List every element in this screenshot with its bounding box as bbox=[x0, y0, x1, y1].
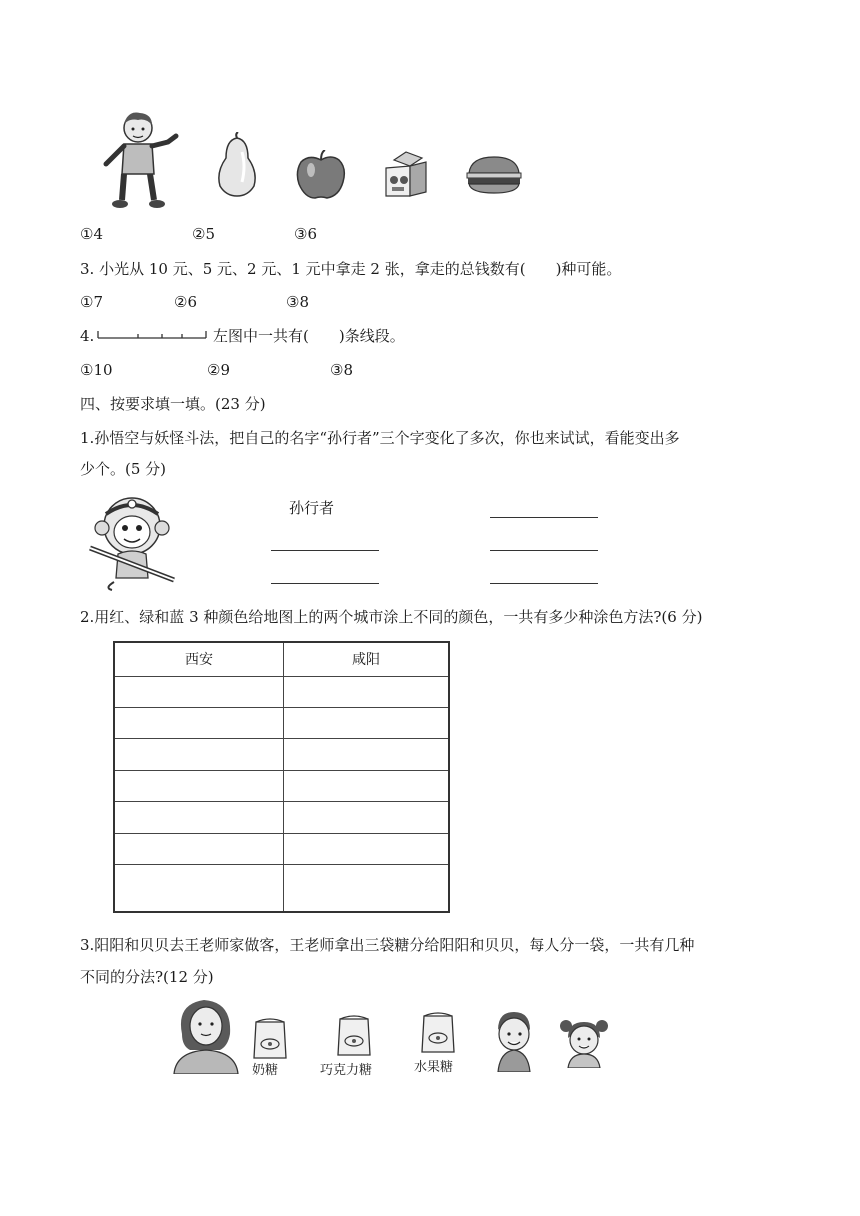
answer-blank[interactable] bbox=[490, 517, 598, 518]
table-cell[interactable] bbox=[284, 833, 450, 864]
table-cell[interactable] bbox=[114, 739, 284, 770]
answer-blank[interactable] bbox=[271, 583, 379, 584]
candy-bag-icon bbox=[418, 1010, 458, 1054]
problem-3-line-2: 不同的分法?(12 分) bbox=[80, 968, 214, 986]
answer-blank[interactable] bbox=[271, 550, 379, 551]
option-2[interactable]: ②5 bbox=[192, 225, 215, 243]
table-row bbox=[114, 802, 449, 833]
option-3[interactable]: ③8 bbox=[330, 361, 353, 379]
table-cell[interactable] bbox=[114, 770, 284, 801]
table-header: 咸阳 bbox=[284, 642, 450, 676]
table-row bbox=[114, 865, 449, 912]
problem-1-line-1: 1.孙悟空与妖怪斗法，把自己的名字“孙行者”三个字变化了多次，你也来试试，看能变出多 bbox=[80, 429, 680, 447]
girl-beibei-illustration bbox=[556, 1016, 612, 1068]
section-heading: 四、按要求填一填。(23 分) bbox=[80, 395, 266, 413]
table-cell[interactable] bbox=[114, 865, 284, 912]
table-cell[interactable] bbox=[284, 676, 450, 707]
table-row bbox=[114, 833, 449, 864]
sample-name: 孙行者 bbox=[289, 499, 335, 517]
table-cell[interactable] bbox=[284, 707, 450, 738]
candy-label: 水果糖 bbox=[414, 1060, 454, 1075]
table-row bbox=[114, 707, 449, 738]
table-cell[interactable] bbox=[114, 833, 284, 864]
coloring-table bbox=[113, 641, 450, 913]
table-cell[interactable] bbox=[114, 676, 284, 707]
table-row bbox=[114, 739, 449, 770]
table-cell[interactable] bbox=[284, 770, 450, 801]
option-1[interactable]: ①4 bbox=[80, 225, 103, 243]
answer-blank[interactable] bbox=[490, 583, 598, 584]
boy-illustration bbox=[100, 108, 182, 214]
table-cell[interactable] bbox=[284, 739, 450, 770]
table-row bbox=[114, 770, 449, 801]
pear-illustration bbox=[212, 132, 262, 198]
table-cell[interactable] bbox=[114, 707, 284, 738]
table-cell[interactable] bbox=[284, 865, 450, 912]
burger-illustration bbox=[465, 155, 523, 195]
problem-1-line-2: 少个。(5 分) bbox=[80, 460, 167, 478]
question-4-number: 4. bbox=[80, 327, 95, 345]
table-cell[interactable] bbox=[114, 802, 284, 833]
line-segment-figure bbox=[96, 328, 208, 342]
candy-label: 巧克力糖 bbox=[320, 1063, 373, 1078]
answer-blank[interactable] bbox=[490, 550, 598, 551]
candy-label: 奶糖 bbox=[252, 1063, 279, 1078]
candy-bag-icon bbox=[250, 1016, 290, 1060]
table-header: 西安 bbox=[114, 642, 284, 676]
table-row bbox=[114, 676, 449, 707]
boy-yangyang-illustration bbox=[490, 1010, 536, 1072]
option-2[interactable]: ②9 bbox=[207, 361, 230, 379]
apple-illustration bbox=[295, 150, 347, 200]
option-2[interactable]: ②6 bbox=[174, 293, 197, 311]
teacher-illustration bbox=[170, 996, 242, 1074]
monkey-king-illustration bbox=[84, 492, 180, 592]
problem-3-line-1: 3.阳阳和贝贝去王老师家做客，王老师拿出三袋糖分给阳阳和贝贝，每人分一袋，一共有几种 bbox=[80, 936, 695, 954]
option-3[interactable]: ③8 bbox=[286, 293, 309, 311]
question-4-text: 左图中一共有( )条线段。 bbox=[213, 327, 405, 345]
problem-2-text: 2.用红、绿和蓝 3 种颜色给地图上的两个城市涂上不同的颜色，一共有多少种涂色方法?(6 分) bbox=[80, 608, 703, 626]
candy-bag-icon bbox=[334, 1013, 374, 1057]
option-3[interactable]: ③6 bbox=[294, 225, 317, 243]
option-1[interactable]: ①10 bbox=[80, 361, 113, 379]
question-3-text: 3. 小光从 10 元、5 元、2 元、1 元中拿走 2 张，拿走的总钱数有( )种可能。 bbox=[80, 260, 622, 278]
option-1[interactable]: ①7 bbox=[80, 293, 103, 311]
milk-carton-illustration bbox=[382, 150, 432, 198]
table-cell[interactable] bbox=[284, 802, 450, 833]
